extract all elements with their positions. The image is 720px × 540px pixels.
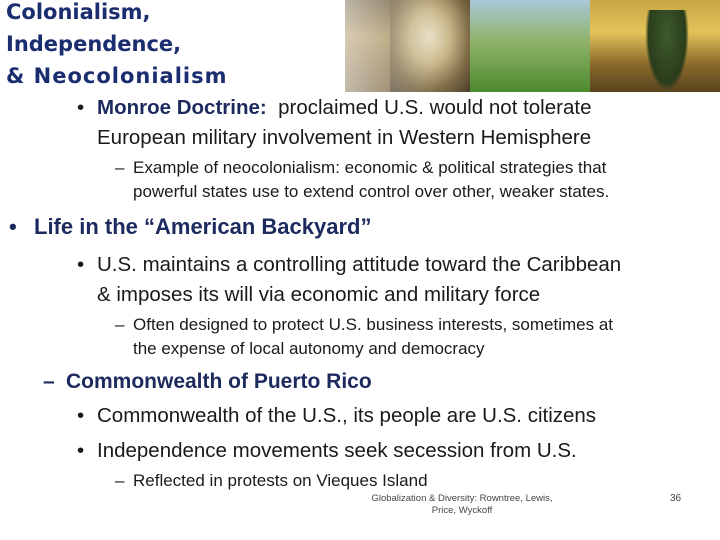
dash-marker: –: [43, 370, 55, 393]
banner-fade: [345, 0, 720, 92]
monroe-term: Monroe Doctrine:: [97, 96, 267, 119]
puerto-rico-bullet-2: Independence movements seek secession from U.S.: [97, 439, 577, 462]
vieques-line: Reflected in protests on Vieques Island: [133, 471, 428, 490]
us-control-line-1: U.S. maintains a controlling attitude toward the Caribbean: [97, 253, 622, 276]
neo-example-line-1: Example of neocolonialism: economic & political strategies that: [133, 158, 607, 177]
bullet-marker: •: [77, 404, 85, 427]
backyard-heading: Life in the “American Backyard”: [34, 214, 372, 239]
business-line-1: Often designed to protect U.S. business interests, sometimes at: [133, 315, 614, 334]
puerto-rico-bullet-1: Commonwealth of the U.S., its people are U.S. citizens: [97, 404, 597, 427]
dash-marker: –: [115, 315, 125, 334]
footer-line-1: Globalization & Diversity: Rowntree, Lewis,: [371, 493, 553, 504]
monroe-text-1: proclaimed U.S. would not tolerate: [278, 96, 592, 119]
business-line-2: the expense of local autonomy and democracy: [133, 339, 485, 358]
title-line-2: Independence,: [6, 32, 182, 56]
bullet-marker: •: [9, 214, 17, 239]
bullet-marker: •: [77, 253, 85, 276]
puerto-rico-heading: Commonwealth of Puerto Rico: [66, 370, 372, 393]
footer-citation: [358, 493, 566, 517]
neo-example-line-2: powerful states use to extend control over other, weaker states.: [133, 182, 610, 201]
footer-line-2: Price, Wyckoff: [431, 505, 493, 516]
bullet-marker: •: [77, 96, 85, 119]
page-number: 36: [670, 493, 682, 504]
monroe-text-2: European military involvement in Western Hemisphere: [97, 126, 592, 149]
slide-title: [6, 0, 227, 92]
bullet-marker: •: [77, 439, 85, 462]
monroe-bullet-line-1: [97, 93, 591, 122]
dash-marker: –: [115, 158, 125, 177]
dash-marker: –: [115, 471, 125, 490]
us-control-line-2: & imposes its will via economic and military force: [97, 283, 541, 306]
title-line-1: Colonialism,: [6, 0, 151, 24]
title-line-3: & Neocolonialism: [6, 64, 228, 88]
header-photo-banner: [345, 0, 720, 92]
